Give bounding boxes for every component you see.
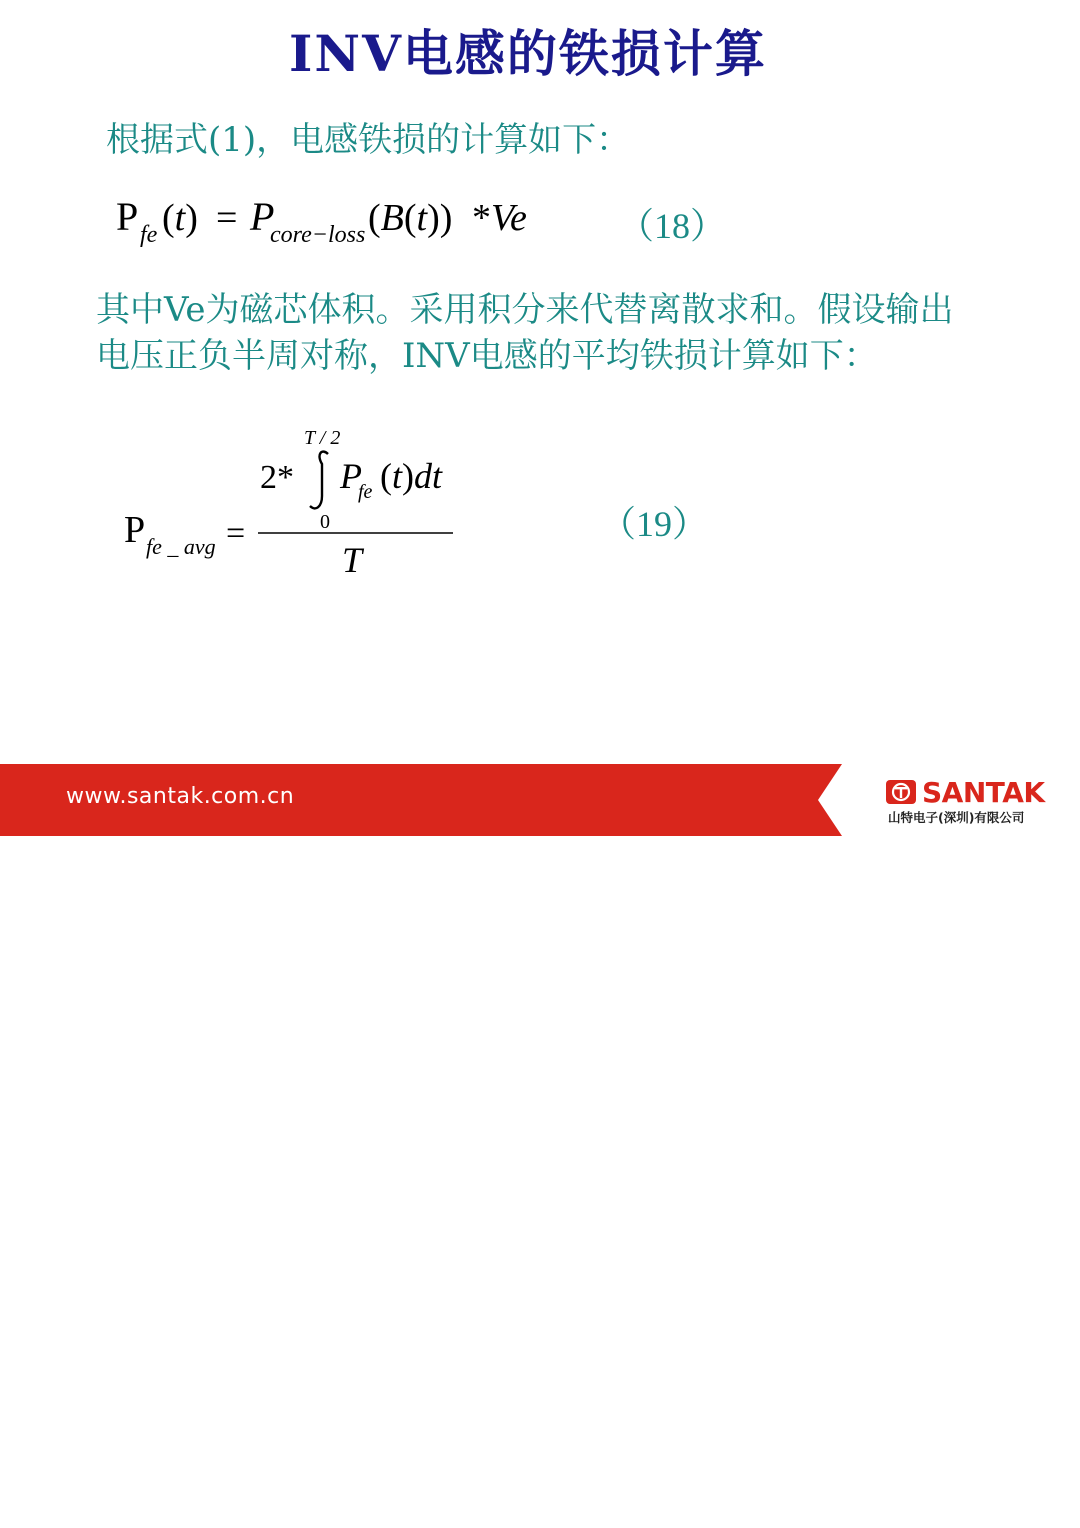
eq18-p2: P bbox=[250, 194, 275, 239]
paragraph-line-1: 其中Ve为磁芯体积。采用积分来代替离散求和。假设输出 bbox=[96, 290, 954, 330]
integral-sign bbox=[310, 452, 328, 509]
intro-text: 根据式(1)，电感铁损的计算如下： bbox=[106, 120, 631, 160]
eq19-upper-limit: T / 2 bbox=[304, 427, 341, 449]
eq19-p: P bbox=[124, 509, 146, 551]
equation-19 bbox=[118, 420, 468, 590]
equation-18-number: （18） bbox=[618, 206, 727, 246]
santak-logo bbox=[884, 776, 1064, 826]
eq18-fe-subscript: fe bbox=[140, 222, 158, 248]
eq18-p: P bbox=[116, 194, 139, 239]
eq19-coefficient: 2* bbox=[260, 459, 294, 496]
equation-18 bbox=[110, 188, 560, 258]
explanation-paragraph bbox=[96, 287, 1036, 379]
eq18-times-ve: *Ve bbox=[472, 197, 527, 239]
santak-logo-icon bbox=[886, 780, 916, 804]
santak-brand-name: SANTAK bbox=[922, 776, 1045, 809]
footer-url-link[interactable]: www.santak.com.cn bbox=[66, 784, 295, 809]
eq19-denominator: T bbox=[342, 540, 363, 580]
eq19-lower-limit: 0 bbox=[320, 511, 330, 533]
eq19-integrand-p: P bbox=[340, 456, 362, 496]
eq18-t-arg: (t) bbox=[162, 197, 198, 239]
company-name: 山特电子(深圳)有限公司 bbox=[888, 810, 1025, 825]
eq19-fe-avg-subscript: fe _ avg bbox=[146, 534, 216, 559]
eq18-equals: = bbox=[216, 197, 238, 239]
eq19-integrand-rest: (t)dt bbox=[380, 456, 443, 496]
equation-19-number: （19） bbox=[600, 504, 709, 544]
slide-title: INV电感的铁损计算 bbox=[289, 24, 767, 83]
eq18-core-loss-subscript: core−loss bbox=[270, 222, 366, 248]
paragraph-line-2: 电压正负半周对称，INV电感的平均铁损计算如下： bbox=[96, 336, 878, 376]
eq19-integrand-fe: fe bbox=[358, 481, 373, 503]
eq19-equals: = bbox=[226, 515, 246, 552]
eq18-b-arg: (B(t)) bbox=[368, 197, 453, 239]
